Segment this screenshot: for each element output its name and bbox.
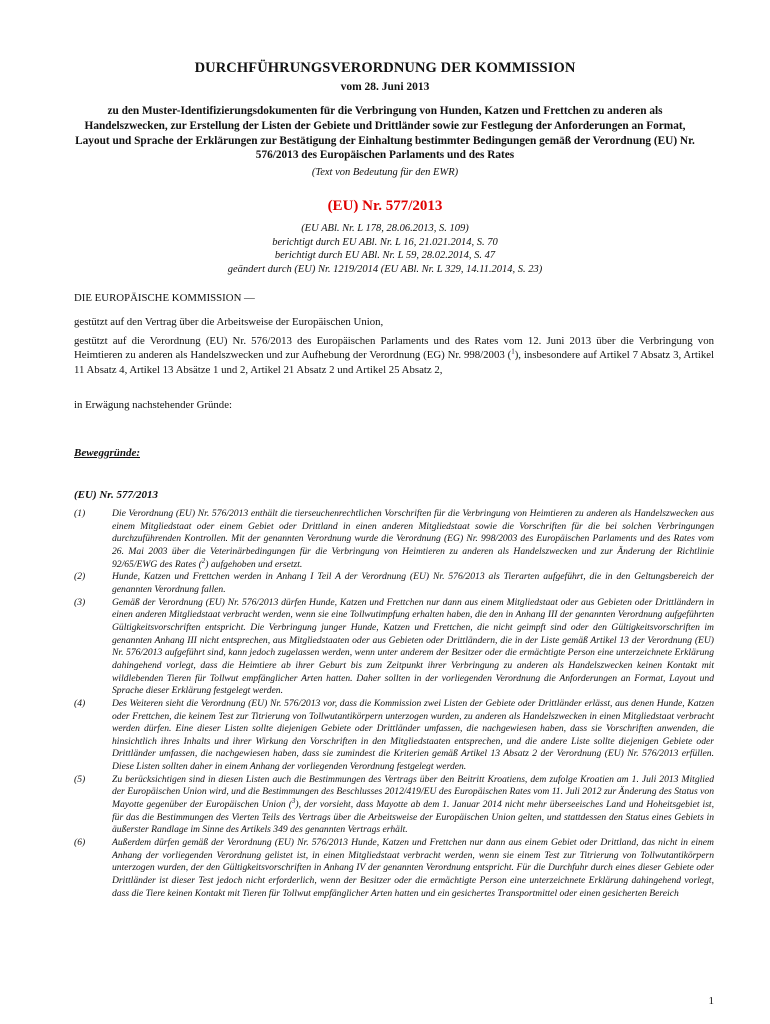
recital-text-part: Zu berücksichtigen sind in diesen Listen auch die Bestimmungen des Vertrags über den Beitritt Kroatiens, dem zufolge Kroatien am 1. Juli 2013 Mitglied der Europäischen Union wird, und die Bestimmungen des Beschlusses 2012/419/EU des Europäischen Rates vom 11. Juli 2012 zur Änderung des Status von Mayotte gegenüber der Europäischen Union ( (112, 773, 714, 811)
recital-item (74, 571, 714, 596)
document-date: vom 28. Juni 2013 (340, 81, 430, 93)
recital-text-part: Hunde, Katzen und Frettchen werden in Anhang I Teil A der Verordnung (EU) Nr. 576/2013 als Tierarten aufgeführt, die in den Geltungsbereich der genannten Verordnung fallen. (112, 571, 714, 595)
recital-item (74, 837, 714, 900)
recital-number: (2) (74, 571, 86, 583)
recital-text (112, 508, 714, 571)
reference-line: berichtigt durch EU ABl. Nr. L 59, 28.02.2014, S. 47 (274, 250, 496, 262)
recitals-list (74, 508, 714, 900)
considering-line: in Erwägung nachstehender Gründe: (74, 399, 232, 411)
recital-text (112, 837, 714, 900)
recital-item (74, 774, 714, 837)
recital-item (74, 508, 714, 571)
regulation-number: (EU) Nr. 577/2013 (327, 198, 443, 214)
recital-text-part: Des Weiteren sieht die Verordnung (EU) Nr. 576/2013 vor, dass die Kommission zwei Listen der Gebiete oder Drittländer erlässt, aus denen Hunde, Katzen oder Frettchen, die keinem Test zur Titrierung von Tollwutantikörpern unterzogen wurden, zu anderen als Handelszwecken in einen Mitgliedstaat verbracht werden dürfen. Eine dieser Listen sollte diejenigen Gebiete oder Drittländer umfassen, die nachgewiesen haben, dass sie Vorschriften anwenden, die hinsichtlich ihres Inhalts und ihrer Wirkung den Vorschriften in den Mitgliedstaaten entsprechen, und die andere Liste sollte diejenigen Gebiete oder Drittländer umfassen, die nachgewiesen haben, dass sie zumindest die Kriterien gemäß Artikel 13 Absatz 2 der Verordnung (EU) Nr. 576/2013 erfüllen. Diese Listen sollten daher in einem Anhang der vorliegenden Verordnung festgelegt werden. (112, 697, 714, 773)
document-subject: zu den Muster-Identifizierungsdokumenten für die Verbringung von Hunden, Katzen und Frettchen zu anderen als Handelszwecken, zur Erstellung der Listen der Gebiete und Drittländer sowie zur Festlegung der Anforderungen an Format, Layout und Sprache der Erklärungen zur Bestätigung der Einhaltung bestimmter Bedingungen gemäß der Verordnung (EU) Nr. 576/2013 des Europäischen Parlaments und des Rates (75, 105, 695, 162)
recital-number: (1) (74, 508, 86, 519)
commission-line: DIE EUROPÄISCHE KOMMISSION — (74, 292, 255, 304)
footnote-ref[interactable]: 1 (511, 347, 515, 356)
recitals-subheading: (EU) Nr. 577/2013 (74, 489, 159, 501)
recital-text-part: ) aufgehoben und ersetzt. (205, 558, 303, 570)
recital-text (112, 698, 714, 774)
recital-item (74, 698, 714, 774)
recitals-heading: Beweggründe: (74, 447, 140, 459)
recital-number: (3) (74, 596, 86, 608)
footnote-ref[interactable]: 2 (201, 556, 206, 565)
recital-text-part: ), der vorsieht, dass Mayotte ab dem 1. Januar 2014 nicht mehr überseeisches Land und Hoheitsgebiet ist, für das die Bestimmungen des Vierten Teils des Vertrags über die Arbeitsweise der Europäischen Union gelten, und stattdessen den Status eines Gebiets in äußerster Randlage im Sinne des Artikels 349 des genannten Vertrags erhält. (112, 799, 714, 836)
recital-text-part: Die Verordnung (EU) Nr. 576/2013 enthält die tierseuchenrechtlichen Vorschriften für die Verbringung von Heimtieren zu anderen als Handelszwecken aus einem Mitgliedstaat oder einem Gebiet oder Drittland in einen anderen Mitgliedstaat sowie die Vorschriften für die bei solchen Verbringungen durchzuführenden Kontrollen. Mit der genannten Verordnung wurde die Verordnung (EG) Nr. 998/2003 des Europäischen Parlaments und des Rates vom 26. Mai 2003 über die Veterinärbedingungen für die Verbringung von Heimtieren zu anderen als Handelszwecken und zur Änderung der Richtlinie 92/65/EWG des Rates ( (112, 508, 714, 570)
reference-line: geändert durch (EU) Nr. 1219/2014 (EU ABl. Nr. L 329, 14.11.2014, S. 23) (227, 263, 543, 275)
recital-text-part: Gemäß der Verordnung (EU) Nr. 576/2013 dürfen Hunde, Katzen und Frettchen nur dann aus einem Mitgliedstaat oder aus Gebieten oder Drittländern in einen anderen Mitgliedstaat verbracht werden, wenn sie eine Tollwutimpfung erhalten haben, die den in Anhang III der genannten Verordnung aufgeführten Gültigkeitsvorschriften entspricht. Die Verbringung junger Hunde, Katzen und Frettchen, die nicht geimpft sind oder den Gültigkeitsvorschriften im genannten Anhang III nicht entsprechen, aus Mitgliedstaaten oder aus Gebieten oder Drittländern, die in der Liste gemäß Artikel 13 der Verordnung (EU) Nr. 576/2013 aufgeführt sind, kann jedoch zugelassen werden, wenn unter anderem der Besitzer oder die ermächtigte Person eine unterzeichnete Erklärung dahingehend vorlegt, dass die Heimtiere ab ihrer Geburt bis zum Zeitpunkt ihrer Verbringung zu anderen als Handelszwecken keinen Kontakt mit wildlebenden Tieren für Tollwut empfänglicher Arten hatten. Daher sollten in der vorliegenden Verordnung die Anforderungen an Format, Layout und Sprache dieser Erklärung festgelegt werden. (112, 596, 714, 697)
page-number: 1 (708, 995, 714, 1007)
recital-text (112, 597, 714, 698)
recital-text-part: Außerdem dürfen gemäß der Verordnung (EU) Nr. 576/2013 Hunde, Katzen und Frettchen nur dann aus einem Gebiet oder Drittland, das nicht in einem Anhang der vorliegenden Verordnung gelistet ist, in einen Mitgliedstaat verbracht werden, wenn sie einem Test zur Titrierung von Tollwutantikörpern unterzogen wurden, der den Gültigkeitsvorschriften in Anhang IV der genannten Verordnung entspricht. Für die Durchfuhr durch eines dieser Gebiete oder Drittländer ist dieser Test jedoch nicht erforderlich, wenn der Besitzer oder die ermächtigte Person eine unterzeichnete Erklärung dahingehend vorlegt, dass die Tiere keinen Kontakt mit Tieren für Tollwut empfänglicher Arten hatten und ein gesichertes Transportmittel oder einen gesicherten Bereich (112, 837, 714, 899)
footnote-ref[interactable]: 3 (291, 796, 296, 805)
basis-regulation (74, 334, 714, 377)
basis-treaty: gestützt auf den Vertrag über die Arbeitsweise der Europäischen Union, (74, 316, 384, 328)
reference-line: (EU ABl. Nr. L 178, 28.06.2013, S. 109) (301, 223, 469, 234)
reference-line: berichtigt durch EU ABl. Nr. L 16, 21.021.2014, S. 70 (272, 236, 498, 248)
recital-number: (6) (74, 837, 86, 849)
basis-regulation-text: gestützt auf die Verordnung (EU) Nr. 576/2013 des Europäischen Parlaments und des Rates vom 12. Juni 2013 über die Verbringung von Heimtieren zu anderen als Handelszwecken und zur Aufhebung der Verordnung (EG) Nr. 998/2003 ( (74, 335, 714, 362)
recital-item (74, 597, 714, 698)
basis-regulation-text-cont: ), insbesondere auf Artikel 7 Absatz 3, Artikel 11 Absatz 4, Artikel 13 Absätze 1 und 2, Artikel 21 Absatz 2 und Artikel 25 Absatz 2, (74, 349, 715, 376)
document-title: DURCHFÜHRUNGSVERORDNUNG DER KOMMISSION (194, 60, 576, 76)
recital-text (112, 774, 714, 837)
recital-text (112, 571, 714, 596)
ewr-note: (Text von Bedeutung für den EWR) (311, 167, 459, 178)
recital-number: (5) (74, 773, 86, 785)
recital-number: (4) (74, 697, 86, 709)
publication-references (60, 222, 710, 276)
